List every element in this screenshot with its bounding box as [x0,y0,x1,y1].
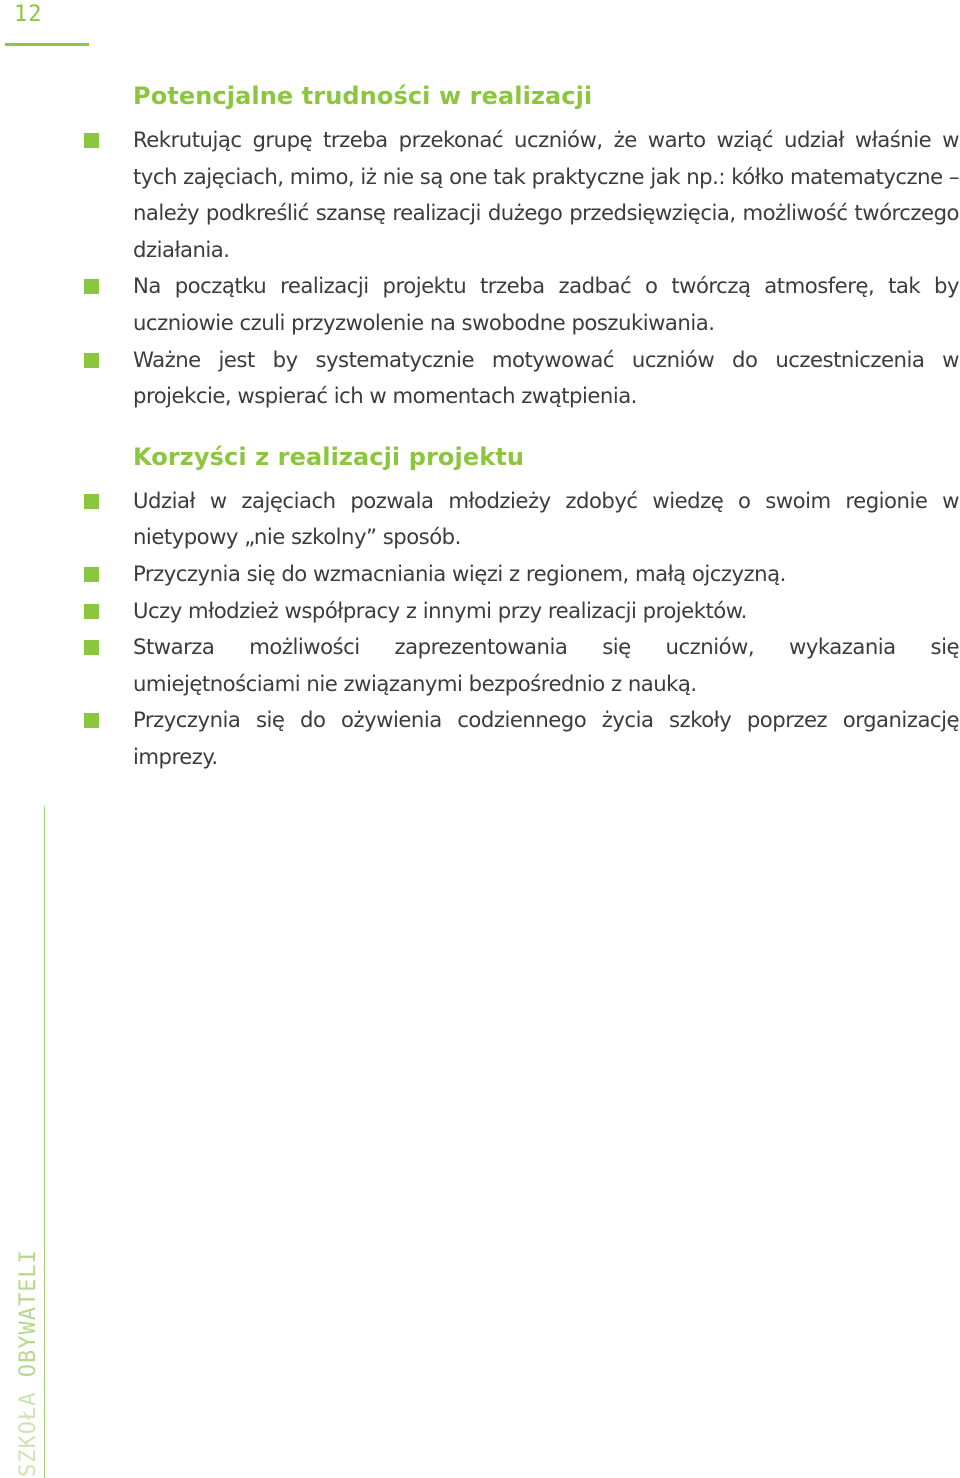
list-item [133,702,959,775]
section-benefits [133,439,959,776]
square-bullet-icon [84,133,99,148]
list-item-text: Ważne jest by systematycznie motywować uczniów do uczestniczenia w projekcie, wspierać ich w momentach zwątpienia. [133,346,959,409]
list-item [133,593,959,630]
list-item [133,122,959,268]
side-divider [44,806,45,1478]
bullet-list [133,122,959,415]
square-bullet-icon [84,353,99,368]
list-item [133,268,959,341]
square-bullet-icon [84,567,99,582]
square-bullet-icon [84,494,99,509]
square-bullet-icon [84,640,99,655]
list-item-text: Na początku realizacji projektu trzeba zadbać o twórczą atmosferę, tak by uczniowie czuli przyzwolenie na swobodne poszukiwania. [133,273,959,335]
section-title: Korzyści z realizacji projektu [133,442,525,471]
square-bullet-icon [84,279,99,294]
side-label-part1: SZKOŁA [16,1377,41,1477]
list-item-text: Rekrutując grupę trzeba przekonać uczniów, że warto wziąć udział właśnie w tych zajęciach, mimo, iż nie są one tak praktyczne jak np.: kółko matematyczne – należy podkreślić szansę realizacji dużego przedsięwzięcia, możliwość twórczego działania. [133,127,959,262]
section-difficulties [133,78,959,415]
square-bullet-icon [84,604,99,619]
list-item-text: Przyczynia się do wzmacniania więzi z regionem, małą ojczyzną. [133,560,786,586]
bullet-list [133,483,959,776]
list-item [133,629,959,702]
page-number: 12 [14,2,43,27]
square-bullet-icon [84,713,99,728]
side-running-title [16,1249,42,1477]
page-number-underline [5,43,89,46]
list-item-text: Udział w zajęciach pozwala młodzieży zdobyć wiedzę o swoim regionie w nietypowy „nie szkolny” sposób. [133,487,959,550]
main-content [133,78,959,776]
list-item [133,556,959,593]
side-label-part2: OBYWATELI [16,1249,41,1378]
list-item-text: Stwarza możliwości zaprezentowania się uczniów, wykazania się umiejętnościami nie związanymi bezpośrednio z nauką. [133,634,959,696]
list-item [133,483,959,556]
list-item-text: Przyczynia się do ożywienia codziennego życia szkoły poprzez organizację imprezy. [133,707,959,769]
list-item-text: Uczy młodzież współpracy z innymi przy realizacji projektów. [133,597,747,623]
list-item [133,342,959,415]
section-title: Potencjalne trudności w realizacji [133,82,593,110]
